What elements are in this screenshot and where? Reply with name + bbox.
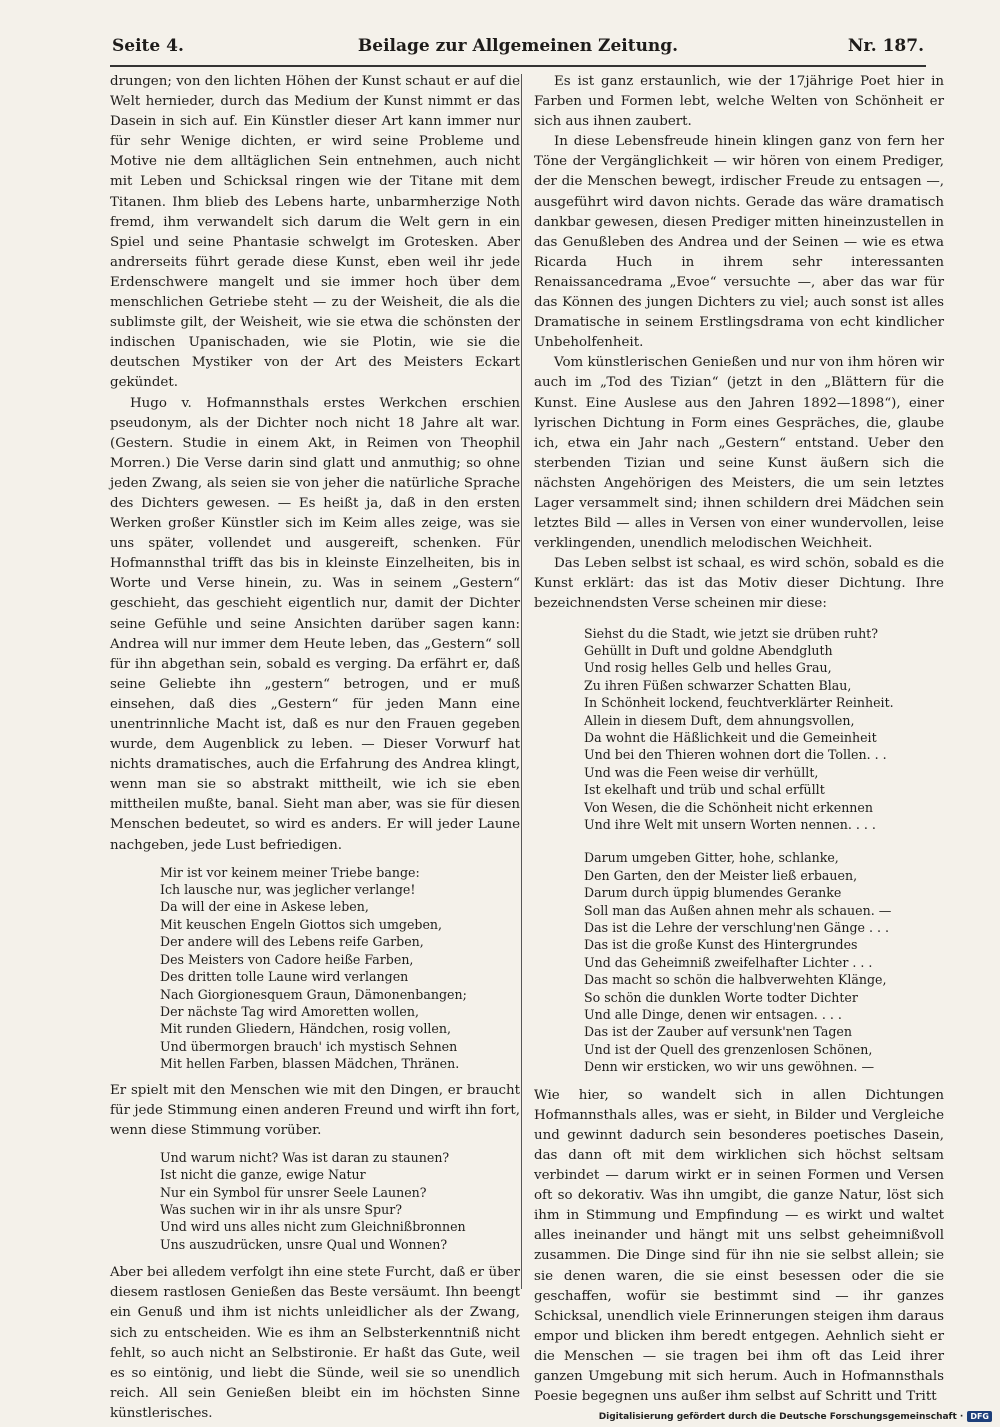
column-divider <box>521 74 522 1289</box>
poem-line: Und alle Dinge, denen wir entsagen. . . . <box>584 1007 842 1023</box>
left-column <box>110 72 520 1424</box>
poem-line: Der nächste Tag wird Amoretten wollen, <box>160 1003 419 1019</box>
poem-line: Darum umgeben Gitter, hohe, schlanke, <box>584 850 839 866</box>
paragraph: In diese Lebensfreude hinein klingen ganz von fern her Töne der Vergänglichkeit — wir hören von einem Prediger, der die Menschen bewegt, irdischer Freude zu entsagen —, ausgeführt wird davon nichts. Gerade das wäre dramatisch dankbar gewesen, diesen Prediger mitten hineinzustellen in das Genußleben des Andrea und der Seinen — wie es etwa Ricarda Huch in ihrem sehr interessanten Renaissancedrama „Evoe“ versuchte —, aber das war für das Können des jungen Dichters zu viel; auch sonst ist alles Dramatische in seinem Erstlingsdrama von echt kindlicher Unbeholfenheit. <box>534 134 944 351</box>
poem-line: Uns auszudrücken, unsre Qual und Wonnen? <box>160 1236 448 1252</box>
paragraph: Das Leben selbst ist schaal, es wird schön, sobald es die Kunst erklärt: das ist das Motiv dieser Dichtung. Ihre bezeichnendsten Verse scheinen mir diese: <box>534 556 944 612</box>
poem-line: Ich lausche nur, was jeglicher verlange! <box>160 882 416 898</box>
poem-line: Zu ihren Füßen schwarzer Schatten Blau, <box>584 677 852 693</box>
poem-line: Und wird uns alles nicht zum Gleichnißbronnen <box>160 1219 466 1235</box>
paragraph: drungen; von den lichten Höhen der Kunst schaut er auf die Welt hernieder, durch das Medium der Kunst nimmt er das Dasein in sich auf. Ein Künstler dieser Art kann immer nur für sehr Wenige dichten, er wird seine Probleme und Motive nie dem alltäglichen Sein entnehmen, auch nicht mit Leben und Schicksal ringen wie der Titane mit dem Titanen. Ihm blieb des Lebens harte, unbarmherzige Noth fremd, ihm verwandelt sich darum die Welt gern in ein Spiel und seine Phantasie schwelgt im Grotesken. Aber andrerseits führt gerade diese Kunst, eben weil ihr jede Erdenschwere mangelt und sie immer hoch über dem menschlichen Getriebe steht — zu der Weisheit, die als die sublimste gilt, der Weisheit, wie sie etwa die schönsten der indischen Upanischaden, wie sie Plotin, wie sie die deutschen Mystiker von der Art des Meisters Eckart gekündet. <box>110 74 520 391</box>
poem-line: Von Wesen, die die Schönheit nicht erkennen <box>584 799 873 815</box>
poem-line: Des dritten tolle Laune wird verlangen <box>160 969 409 985</box>
supplement-title: Beilage zur Allgemeinen Zeitung. <box>357 36 679 56</box>
poem-line: Und das Geheimniß zweifelhafter Lichter . . . <box>584 954 873 970</box>
dfg-logo: DFG <box>967 1411 992 1422</box>
poem-line: Das ist der Zauber auf versunk'nen Tagen <box>584 1024 852 1040</box>
poem-line: Das macht so schön die halbverwehten Klänge, <box>584 972 887 988</box>
poem-line: Da wohnt die Häßlichkeit und die Gemeinheit <box>584 729 877 745</box>
poem-block <box>534 625 944 834</box>
page-header <box>112 36 924 60</box>
digitization-footer <box>599 1411 992 1422</box>
poem-line: Mit runden Gliedern, Händchen, rosig vollen, <box>160 1021 451 1037</box>
funding-note: Digitalisierung gefördert durch die Deutsche Forschungsgemeinschaft · <box>598 1411 964 1422</box>
poem-line: So schön die dunklen Worte todter Dichter <box>584 989 858 1005</box>
page-number: Seite 4. <box>112 36 184 56</box>
poem-line: Und rosig helles Gelb und helles Grau, <box>584 660 832 676</box>
poem-line: Und ist der Quell des grenzenlosen Schönen, <box>584 1041 873 1057</box>
poem-line: Und übermorgen brauch' ich mystisch Sehnen <box>160 1038 458 1054</box>
poem-line: Soll man das Außen ahnen mehr als schauen. — <box>584 902 892 918</box>
poem-line: Da will der eine in Askese leben, <box>160 899 369 915</box>
paragraph: Hugo v. Hofmannsthals erstes Werkchen erschien pseudonym, als der Dichter noch nicht 18 Jahre alt war. (Gestern. Studie in einem Akt, in Reimen von Theophil Morren.) Die Verse darin sind glatt und anmuthig; so ohne jeden Zwang, als seien sie von jeher die natürliche Sprache des Dichters gewesen. — Es heißt ja, daß in den ersten Werken großer Künstler sich im Keim alles zeige, was sie uns später, vollendet und ausgereift, schenken. Für Hofmannsthal trifft das bis in kleinste Einzelheiten, bis in Worte und Verse hinein, zu. Was in seinem „Gestern“ geschieht, das geschieht eigentlich nur, damit der Dichter seine Gefühle und seine Ansichten darüber sagen kann: Andrea will nur immer dem Heute leben, das „Gestern“ soll für ihn abgethan sein, sobald es verging. Da erfährt er, daß seine Geliebte ihn „gestern“ betrogen, und er muß einsehen, daß dies „Gestern“ für jeden Mann eine unentrinnliche Macht ist, daß es nur den Frauen gegeben wurde, dem Augenblick zu leben. — Dieser Vorwurf hat nichts dramatisches, auch die Erfahrung des Andrea klingt, wenn man sie so abstrakt mittheilt, wie ich sie eben mittheilen mußte, banal. Sieht man aber, was sie für diesen Menschen bedeutet, so wird es anders. Er will jeder Laune nachgeben, jede Lust befriedigen. <box>110 395 520 853</box>
poem-line: Und bei den Thieren wohnen dort die Tollen. . . <box>584 747 887 763</box>
poem-block <box>534 849 944 1075</box>
poem-line: Das ist die große Kunst des Hintergrundes <box>584 937 858 953</box>
poem-line: In Schönheit lockend, feuchtverklärter Reinheit. <box>584 695 894 711</box>
issue-number: Nr. 187. <box>847 36 924 56</box>
poem-line: Der andere will des Lebens reife Garben, <box>160 934 424 950</box>
poem-line: Nur ein Symbol für unsrer Seele Launen? <box>160 1184 427 1200</box>
poem-line: Und was die Feen weise dir verhüllt, <box>584 764 819 780</box>
paragraph: Aber bei alledem verfolgt ihn eine stete Furcht, daß er über diesem rastlosen Genießen das Beste versäumt. Ihn beengt ein Genuß und ihm ist nichts unleidlicher als der Zwang, sich zu entscheiden. Wie es ihm an Selbsterkenntniß nicht fehlt, so auch nicht an Selbstironie. Er haßt das Gute, weil es so eintönig, und liebt die Sünde, weil sie so unendlich reich. All sein Genießen bleibt ein im höchsten Sinne künstlerisches. <box>110 1265 520 1421</box>
poem-line: Des Meisters von Cadore heiße Farben, <box>160 951 414 967</box>
paragraph: Vom künstlerischen Genießen und nur von ihm hören wir auch im „Tod des Tizian“ (jetzt in den „Blättern für die Kunst. Eine Auslese aus den Jahren 1892—1898“), einer lyrischen Dichtung in Form eines Gespräches, die, glaube ich, etwa ein Jahr nach „Gestern“ entstand. Ueber den sterbenden Tizian und seine Kunst äußern sich die nächsten Angehörigen des Meisters, die um sein letztes Lager versammelt sind; ihnen schildern drei Mädchen sein letztes Bild — alles in Versen von einer wundervollen, leise verklingenden, unendlich melodischen Weichheit. <box>534 355 944 552</box>
poem-line: Gehüllt in Duft und goldne Abendgluth <box>584 642 833 658</box>
poem-line: Mit keuschen Engeln Giottos sich umgeben, <box>160 916 443 932</box>
paragraph: Es ist ganz erstaunlich, wie der 17jährige Poet hier in Farben und Formen lebt, welche Welten von Schönheit er sich aus ihnen zaubert. <box>534 74 944 130</box>
poem-line: Nach Giorgionesquem Graun, Dämonenbangen; <box>160 986 467 1002</box>
poem-line: Siehst du die Stadt, wie jetzt sie drüben ruht? <box>584 625 878 641</box>
paragraph: Wie hier, so wandelt sich in allen Dichtungen Hofmannsthals alles, was er sieht, in Bilder und Vergleiche und gewinnt dadurch sein besonderes poetisches Dasein, das dann oft mit dem wirklichen sich höchst seltsam verbindet — darum wirkt er in seinen Formen und Versen oft so dekorativ. Was ihn umgibt, die ganze Natur, löst sich ihm in Stimmung und Empfindung — es wirkt und waltet alles ineinander und hängt mit uns selbst geheimnißvoll zusammen. Die Dinge sind für ihn nie sie selbst allein; sie sie denen waren, die sie einst besessen oder die sie geschaffen, wofür sie bestimmt sind — ihr ganzes Schicksal, unendlich viele Erinnerungen steigen ihm daraus empor und blicken ihm beredt entgegen. Aehnlich sieht er die Menschen — sie tragen bei ihm oft das Leid ihrer ganzen Umgebung mit sich herum. Auch in Hofmannsthals Poesie begegnen uns außer ihm selbst auf Schritt und Tritt <box>534 1087 944 1405</box>
header-rule <box>110 65 926 67</box>
poem-line: Was suchen wir in ihr als unsre Spur? <box>160 1202 402 1218</box>
poem-line: Das ist die Lehre der verschlung'nen Gänge . . . <box>584 920 889 936</box>
poem-block <box>110 864 520 1073</box>
poem-block <box>110 1149 520 1253</box>
poem-line: Und warum nicht? Was ist daran zu staunen? <box>160 1149 450 1165</box>
poem-line: Mit hellen Farben, blassen Mädchen, Thränen. <box>160 1056 460 1072</box>
paragraph: Er spielt mit den Menschen wie mit den Dingen, er braucht für jede Stimmung einen anderen Freund und wirft ihn fort, wenn diese Stimmung vorüber. <box>110 1082 520 1138</box>
poem-line: Ist nicht die ganze, ewige Natur <box>160 1167 366 1183</box>
poem-line: Allein in diesem Duft, dem ahnungsvollen, <box>584 712 855 728</box>
poem-line: Denn wir ersticken, wo wir uns gewöhnen. — <box>584 1059 875 1075</box>
right-column <box>534 72 944 1407</box>
poem-line: Darum durch üppig blumendes Geranke <box>584 885 842 901</box>
poem-line: Ist ekelhaft und trüb und schal erfüllt <box>584 782 825 798</box>
poem-line: Den Garten, den der Meister ließ erbauen, <box>584 867 858 883</box>
poem-line: Mir ist vor keinem meiner Triebe bange: <box>160 864 420 880</box>
poem-line: Und ihre Welt mit unsern Worten nennen. . . . <box>584 817 876 832</box>
